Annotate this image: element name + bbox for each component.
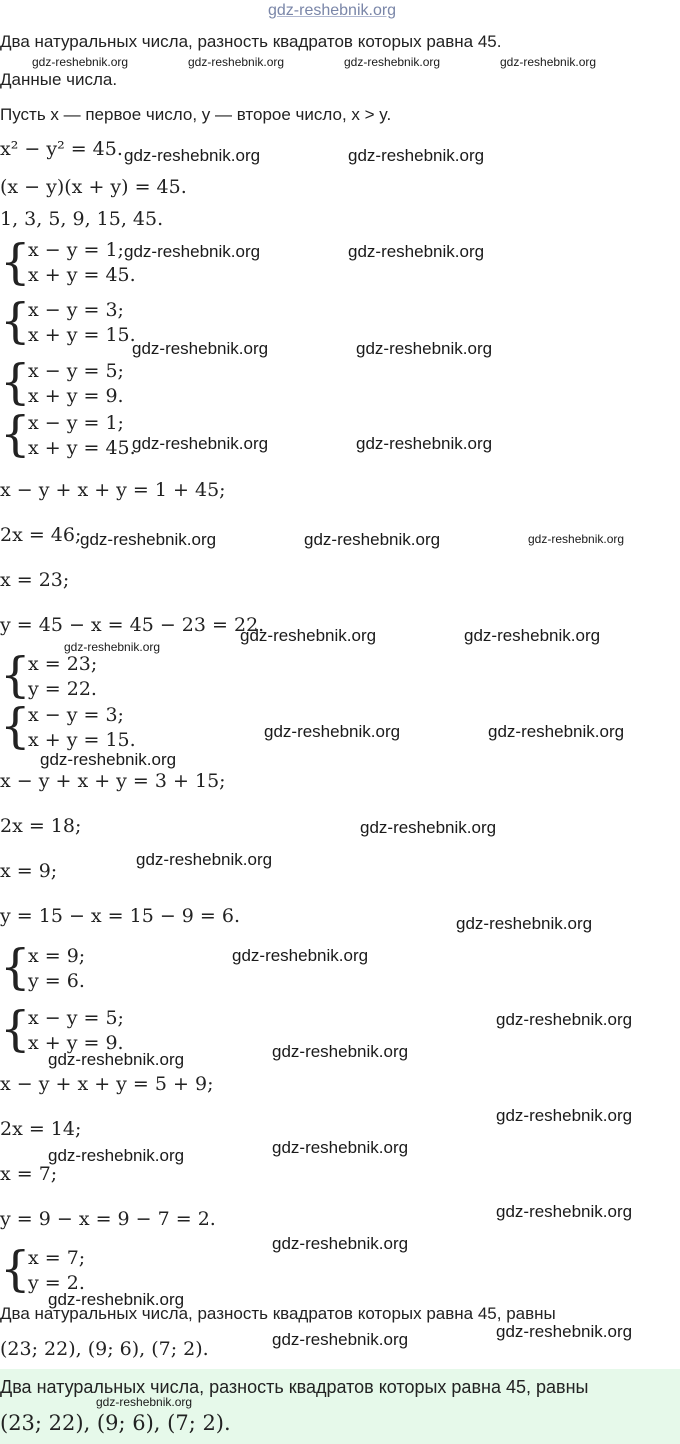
system-brace: { (0, 698, 31, 754)
system4-line-b: x + y = 45. (28, 437, 136, 459)
watermark: gdz-reshebnik.org (272, 1138, 409, 1157)
system2-line-a: x − y = 3; (28, 299, 124, 321)
system-brace: { (0, 354, 31, 410)
system6-line-a: x − y = 5; (28, 1007, 124, 1029)
system6-line-b: x + y = 9. (28, 1032, 124, 1054)
system-brace: { (0, 234, 31, 290)
step-2x-14: 2x = 14; (0, 1118, 82, 1140)
watermark: gdz-reshebnik.org (48, 1290, 185, 1309)
watermark: gdz-reshebnik.org (496, 1106, 633, 1125)
watermark: gdz-reshebnik.org (496, 1010, 633, 1029)
watermark: gdz-reshebnik.org (348, 146, 485, 165)
solution3-line-a: x = 7; (28, 1247, 86, 1269)
watermark: gdz-reshebnik.org (40, 750, 177, 769)
site-watermark[interactable]: gdz-reshebnik.org (268, 2, 397, 19)
solution3-line-b: y = 2. (28, 1272, 85, 1294)
addition-2: x − y + x + y = 3 + 15; (0, 770, 226, 792)
system2-line-b: x + y = 15. (28, 324, 136, 346)
system-brace: { (0, 1241, 31, 1297)
addition-3: x − y + x + y = 5 + 9; (0, 1073, 214, 1095)
watermark: gdz-reshebnik.org (304, 530, 441, 549)
watermark: gdz-reshebnik.org (188, 55, 285, 69)
addition-1: x − y + x + y = 1 + 45; (0, 479, 226, 501)
watermark: gdz-reshebnik.org (124, 242, 261, 261)
conclusion-text: Два натуральных числа, разность квадратов которых равна 45, равны (0, 1304, 556, 1323)
watermark: gdz-reshebnik.org (48, 1050, 185, 1069)
watermark: gdz-reshebnik.org (136, 850, 273, 869)
system-brace: { (0, 293, 31, 349)
divisors-list: 1, 3, 5, 9, 15, 45. (0, 208, 164, 230)
step-x-23: x = 23; (0, 569, 70, 591)
watermark: gdz-reshebnik.org (356, 339, 493, 358)
watermark: gdz-reshebnik.org (496, 1202, 633, 1221)
system1-line-b: x + y = 45. (28, 264, 136, 286)
watermark: gdz-reshebnik.org (240, 626, 377, 645)
step-y-22: y = 45 − x = 45 − 23 = 22. (0, 614, 265, 636)
step-x-9: x = 9; (0, 860, 58, 882)
watermark: gdz-reshebnik.org (488, 722, 625, 741)
equation-factored: (x − y)(x + y) = 45. (0, 176, 187, 198)
watermark: gdz-reshebnik.org (272, 1042, 409, 1061)
answer-text: Два натуральных числа, разность квадратов которых равна 45, равны (0, 1377, 589, 1397)
watermark: gdz-reshebnik.org (132, 434, 269, 453)
watermark: gdz-reshebnik.org (232, 946, 369, 965)
system4-line-a: x − y = 1; (28, 412, 124, 434)
watermark: gdz-reshebnik.org (356, 434, 493, 453)
problem-statement: Два натуральных числа, разность квадратов которых равна 45. (0, 32, 502, 51)
system-brace: { (0, 1001, 31, 1057)
watermark: gdz-reshebnik.org (528, 532, 625, 546)
conclusion-pairs: (23; 22), (9; 6), (7; 2). (0, 1338, 209, 1360)
watermark: gdz-reshebnik.org (344, 55, 441, 69)
solution1-line-b: y = 22. (28, 678, 97, 700)
watermark: gdz-reshebnik.org (96, 1395, 193, 1409)
system-brace: { (0, 939, 31, 995)
system1-line-a: x − y = 1; (28, 239, 124, 261)
step-2x-18: 2x = 18; (0, 815, 82, 837)
watermark: gdz-reshebnik.org (80, 530, 217, 549)
watermark: gdz-reshebnik.org (64, 640, 161, 654)
watermark: gdz-reshebnik.org (272, 1330, 409, 1349)
watermark: gdz-reshebnik.org (124, 146, 261, 165)
watermark: gdz-reshebnik.org (500, 55, 597, 69)
solution2-line-a: x = 9; (28, 945, 86, 967)
system-brace: { (0, 406, 31, 462)
watermark: gdz-reshebnik.org (32, 55, 129, 69)
step-2x-46: 2x = 46; (0, 524, 82, 546)
step-y-2: y = 9 − x = 9 − 7 = 2. (0, 1208, 216, 1230)
watermark: gdz-reshebnik.org (272, 1234, 409, 1253)
watermark: gdz-reshebnik.org (348, 242, 485, 261)
system-brace: { (0, 647, 31, 703)
let-statement: Пусть x — первое число, y — второе число, x > y. (0, 105, 392, 124)
step-y-6: y = 15 − x = 15 − 9 = 6. (0, 905, 241, 927)
watermark: gdz-reshebnik.org (464, 626, 601, 645)
equation-squares: x² − y² = 45. (0, 138, 123, 160)
system3-line-a: x − y = 5; (28, 360, 124, 382)
system5-line-a: x − y = 3; (28, 704, 124, 726)
system5-line-b: x + y = 15. (28, 729, 136, 751)
solution2-line-b: y = 6. (28, 970, 85, 992)
step-x-7: x = 7; (0, 1163, 58, 1185)
watermark: gdz-reshebnik.org (496, 1322, 633, 1341)
watermark: gdz-reshebnik.org (456, 914, 593, 933)
system3-line-b: x + y = 9. (28, 385, 124, 407)
watermark: gdz-reshebnik.org (132, 339, 269, 358)
answer-pairs: (23; 22), (9; 6), (7; 2). (0, 1411, 231, 1435)
watermark: gdz-reshebnik.org (264, 722, 401, 741)
given-label: Данные числа. (0, 70, 118, 89)
watermark: gdz-reshebnik.org (48, 1146, 185, 1165)
watermark: gdz-reshebnik.org (360, 818, 497, 837)
solution1-line-a: x = 23; (28, 653, 98, 675)
